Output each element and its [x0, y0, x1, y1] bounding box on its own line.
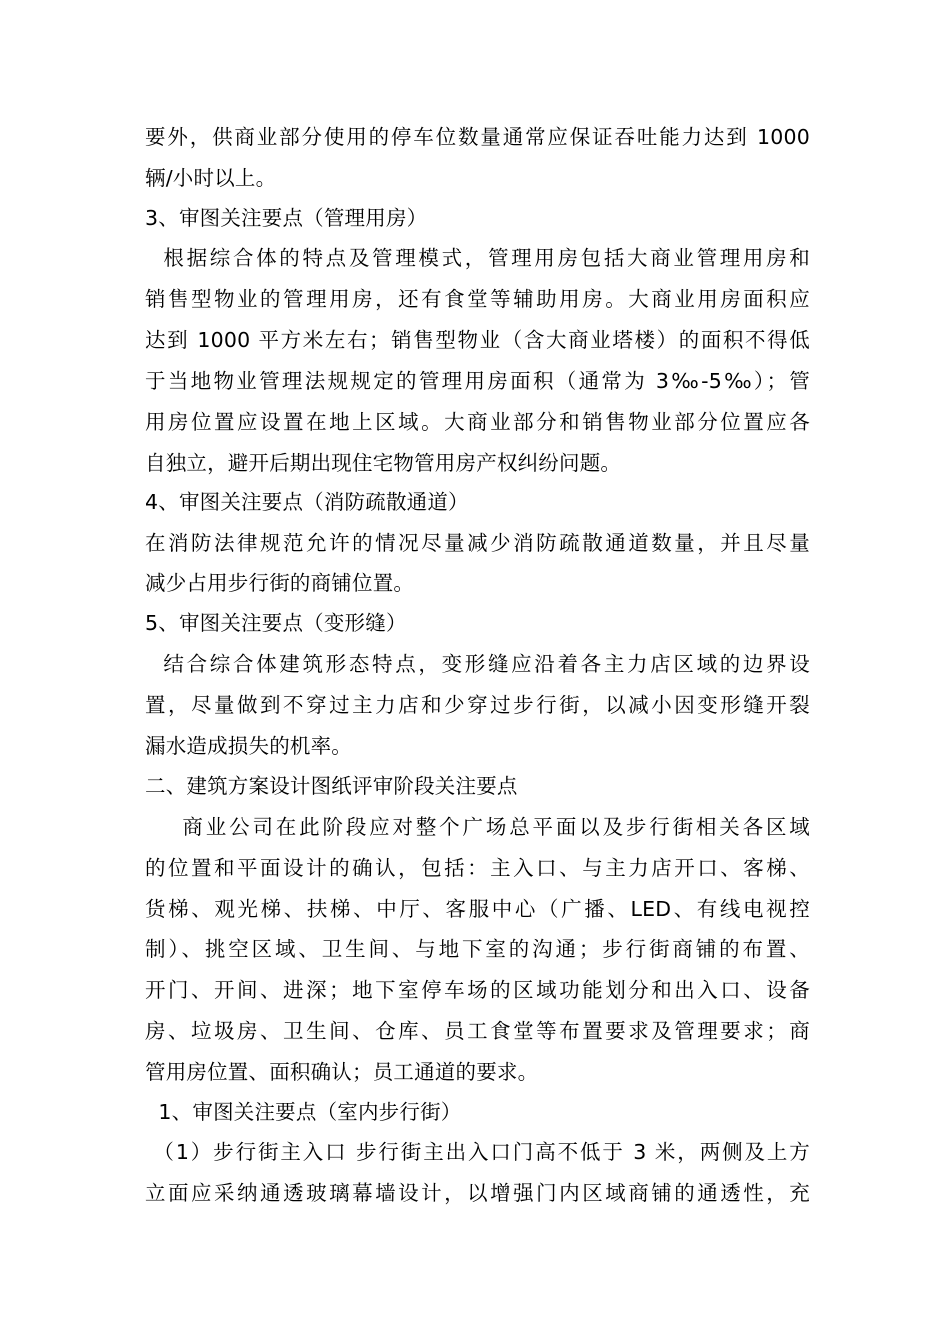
text-line: 用房位置应设置在地上区域。大商业部分和销售物业部分位置应各 — [145, 410, 810, 434]
text-line: 房、垃圾房、卫生间、仓库、员工食堂等布置要求及管理要求；商 — [145, 1019, 810, 1043]
text-line: 立面应采纳通透玻璃幕墙设计，以增强门内区域商铺的通透性，充 — [145, 1181, 810, 1205]
text-line: 管用房位置、面积确认；员工通道的要求。 — [145, 1060, 539, 1084]
section-heading: 3、审图关注要点（管理用房） — [145, 206, 428, 230]
text-line: 的位置和平面设计的确认，包括：主入口、与主力店开口、客梯、 — [145, 856, 810, 880]
text-line: 于当地物业管理法规规定的管理用房面积（通常为 3‰-5‰）；管 — [145, 369, 810, 393]
text-line: 货梯、观光梯、扶梯、中厅、客服中心（广播、LED、有线电视控 — [145, 897, 810, 921]
text-line: 减少占用步行街的商铺位置。 — [145, 571, 415, 595]
section-heading: 5、审图关注要点（变形缝） — [145, 611, 407, 635]
text-line: 销售型物业的管理用房，还有食堂等辅助用房。大商业用房面积应 — [145, 287, 810, 311]
text-line: 漏水造成损失的机率。 — [145, 734, 352, 758]
text-line: （1）步行街主入口 步行街主出入口门高不低于 3 米，两侧及上方 — [145, 1140, 810, 1164]
text-line: 要外，供商业部分使用的停车位数量通常应保证吞吐能力达到 1000 — [145, 125, 810, 149]
text-line: 自独立，避开后期出现住宅物管用房产权纠纷问题。 — [145, 451, 622, 475]
text-line: 根据综合体的特点及管理模式，管理用房包括大商业管理用房和 — [145, 246, 810, 270]
section-heading: 4、审图关注要点（消防疏散通道） — [145, 490, 469, 514]
text-line: 商业公司在此阶段应对整个广场总平面以及步行街相关各区域 — [145, 815, 810, 839]
section-heading: 二、建筑方案设计图纸评审阶段关注要点 — [145, 774, 518, 798]
text-line: 结合综合体建筑形态特点，变形缝应沿着各主力店区域的边界设 — [145, 652, 810, 676]
section-heading: 1、审图关注要点（室内步行街） — [145, 1100, 462, 1124]
text-line: 在消防法律规范允许的情况尽量减少消防疏散通道数量，并且尽量 — [145, 531, 810, 555]
text-line: 开门、开间、进深；地下室停车场的区域功能划分和出入口、设备 — [145, 978, 810, 1002]
text-line: 制）、挑空区域、卫生间、与地下室的沟通；步行街商铺的布置、 — [145, 937, 810, 961]
text-line: 辆/小时以上。 — [145, 166, 277, 190]
text-line: 达到 1000 平方米左右；销售型物业（含大商业塔楼）的面积不得低 — [145, 328, 810, 352]
text-line: 置，尽量做到不穿过主力店和少穿过步行街，以减小因变形缝开裂 — [145, 693, 810, 717]
